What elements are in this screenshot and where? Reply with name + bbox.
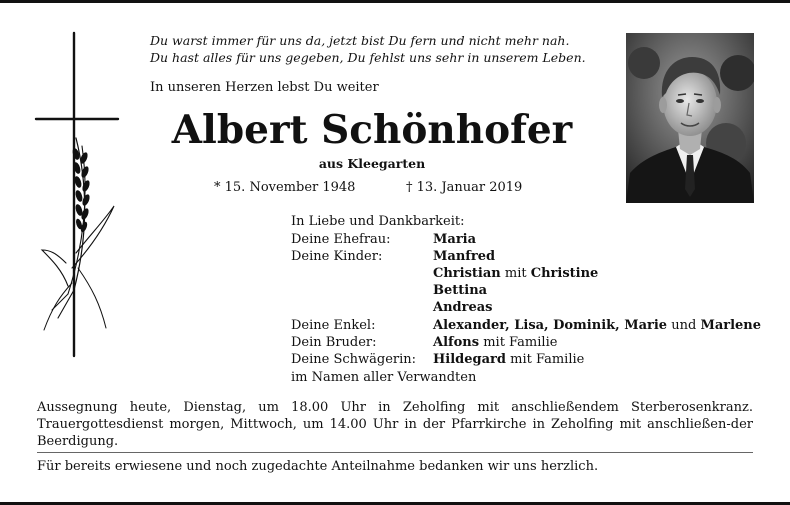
child-name: Andreas — [433, 300, 493, 315]
grandchildren-list: Alexander, Lisa, Dominik, Marie — [433, 318, 668, 333]
sister-in-law-label: Deine Schwägerin: — [291, 352, 417, 367]
brother-suffix: mit Familie — [483, 335, 558, 350]
wife-label: Deine Ehefrau: — [291, 232, 391, 247]
funeral-announcement: Aussegnung heute, Dienstag, um 18.00 Uhr in Zeholfing mit anschließendem Sterberosenkranz. Trauergottesdienst morgen, Mittwoch, um 14.00 Uhr in der Pfarrkirche in Zeholfing mit anschließen-der Beerdigung. — [37, 400, 753, 449]
brother-name: Alfons — [433, 335, 480, 350]
wife-name: Maria — [433, 232, 477, 247]
partner-name: Christine — [530, 266, 599, 281]
conjunction: mit — [504, 266, 527, 281]
child-name: Manfred — [433, 249, 496, 264]
sister-in-law-name: Hildegard — [433, 352, 506, 367]
conjunction: und — [671, 318, 697, 333]
portrait-photo — [626, 33, 754, 203]
children-label: Deine Kinder: — [291, 249, 383, 264]
thanks-intro: In Liebe und Dankbarkeit: — [291, 214, 465, 229]
brother-entry — [433, 335, 557, 350]
child-name: Bettina — [433, 283, 488, 298]
verse — [150, 32, 586, 66]
closing-line: im Namen aller Verwandten — [291, 370, 477, 385]
sister-in-law-entry — [433, 352, 584, 367]
thanks-footer: Für bereits erwiesene und noch zugedachte Anteilnahme bedanken wir uns herzlich. — [37, 459, 599, 474]
deceased-origin: aus Kleegarten — [318, 156, 426, 171]
motto: In unseren Herzen lebst Du weiter — [150, 80, 379, 95]
child-name: Christian — [433, 266, 501, 281]
deceased-name: Albert Schönhofer — [171, 107, 573, 153]
brother-label: Dein Bruder: — [291, 335, 377, 350]
verse-line-1: Du warst immer für uns da, jetzt bist Du fern und nicht mehr nah. — [150, 33, 570, 48]
birth-date: * 15. November 1948 — [214, 180, 356, 195]
verse-line-2: Du hast alles für uns gegeben, Du fehlst uns sehr in unserem Leben. — [150, 50, 586, 65]
death-date: † 13. Januar 2019 — [406, 180, 523, 195]
child-with-partner — [433, 266, 598, 281]
grandchildren-label: Deine Enkel: — [291, 318, 376, 333]
top-border — [0, 0, 790, 3]
divider — [37, 452, 753, 453]
grandchildren-names — [433, 318, 761, 333]
cross-with-wheat-icon — [30, 28, 130, 358]
grandchild-name: Marlene — [700, 318, 762, 333]
sister-in-law-suffix: mit Familie — [510, 352, 585, 367]
